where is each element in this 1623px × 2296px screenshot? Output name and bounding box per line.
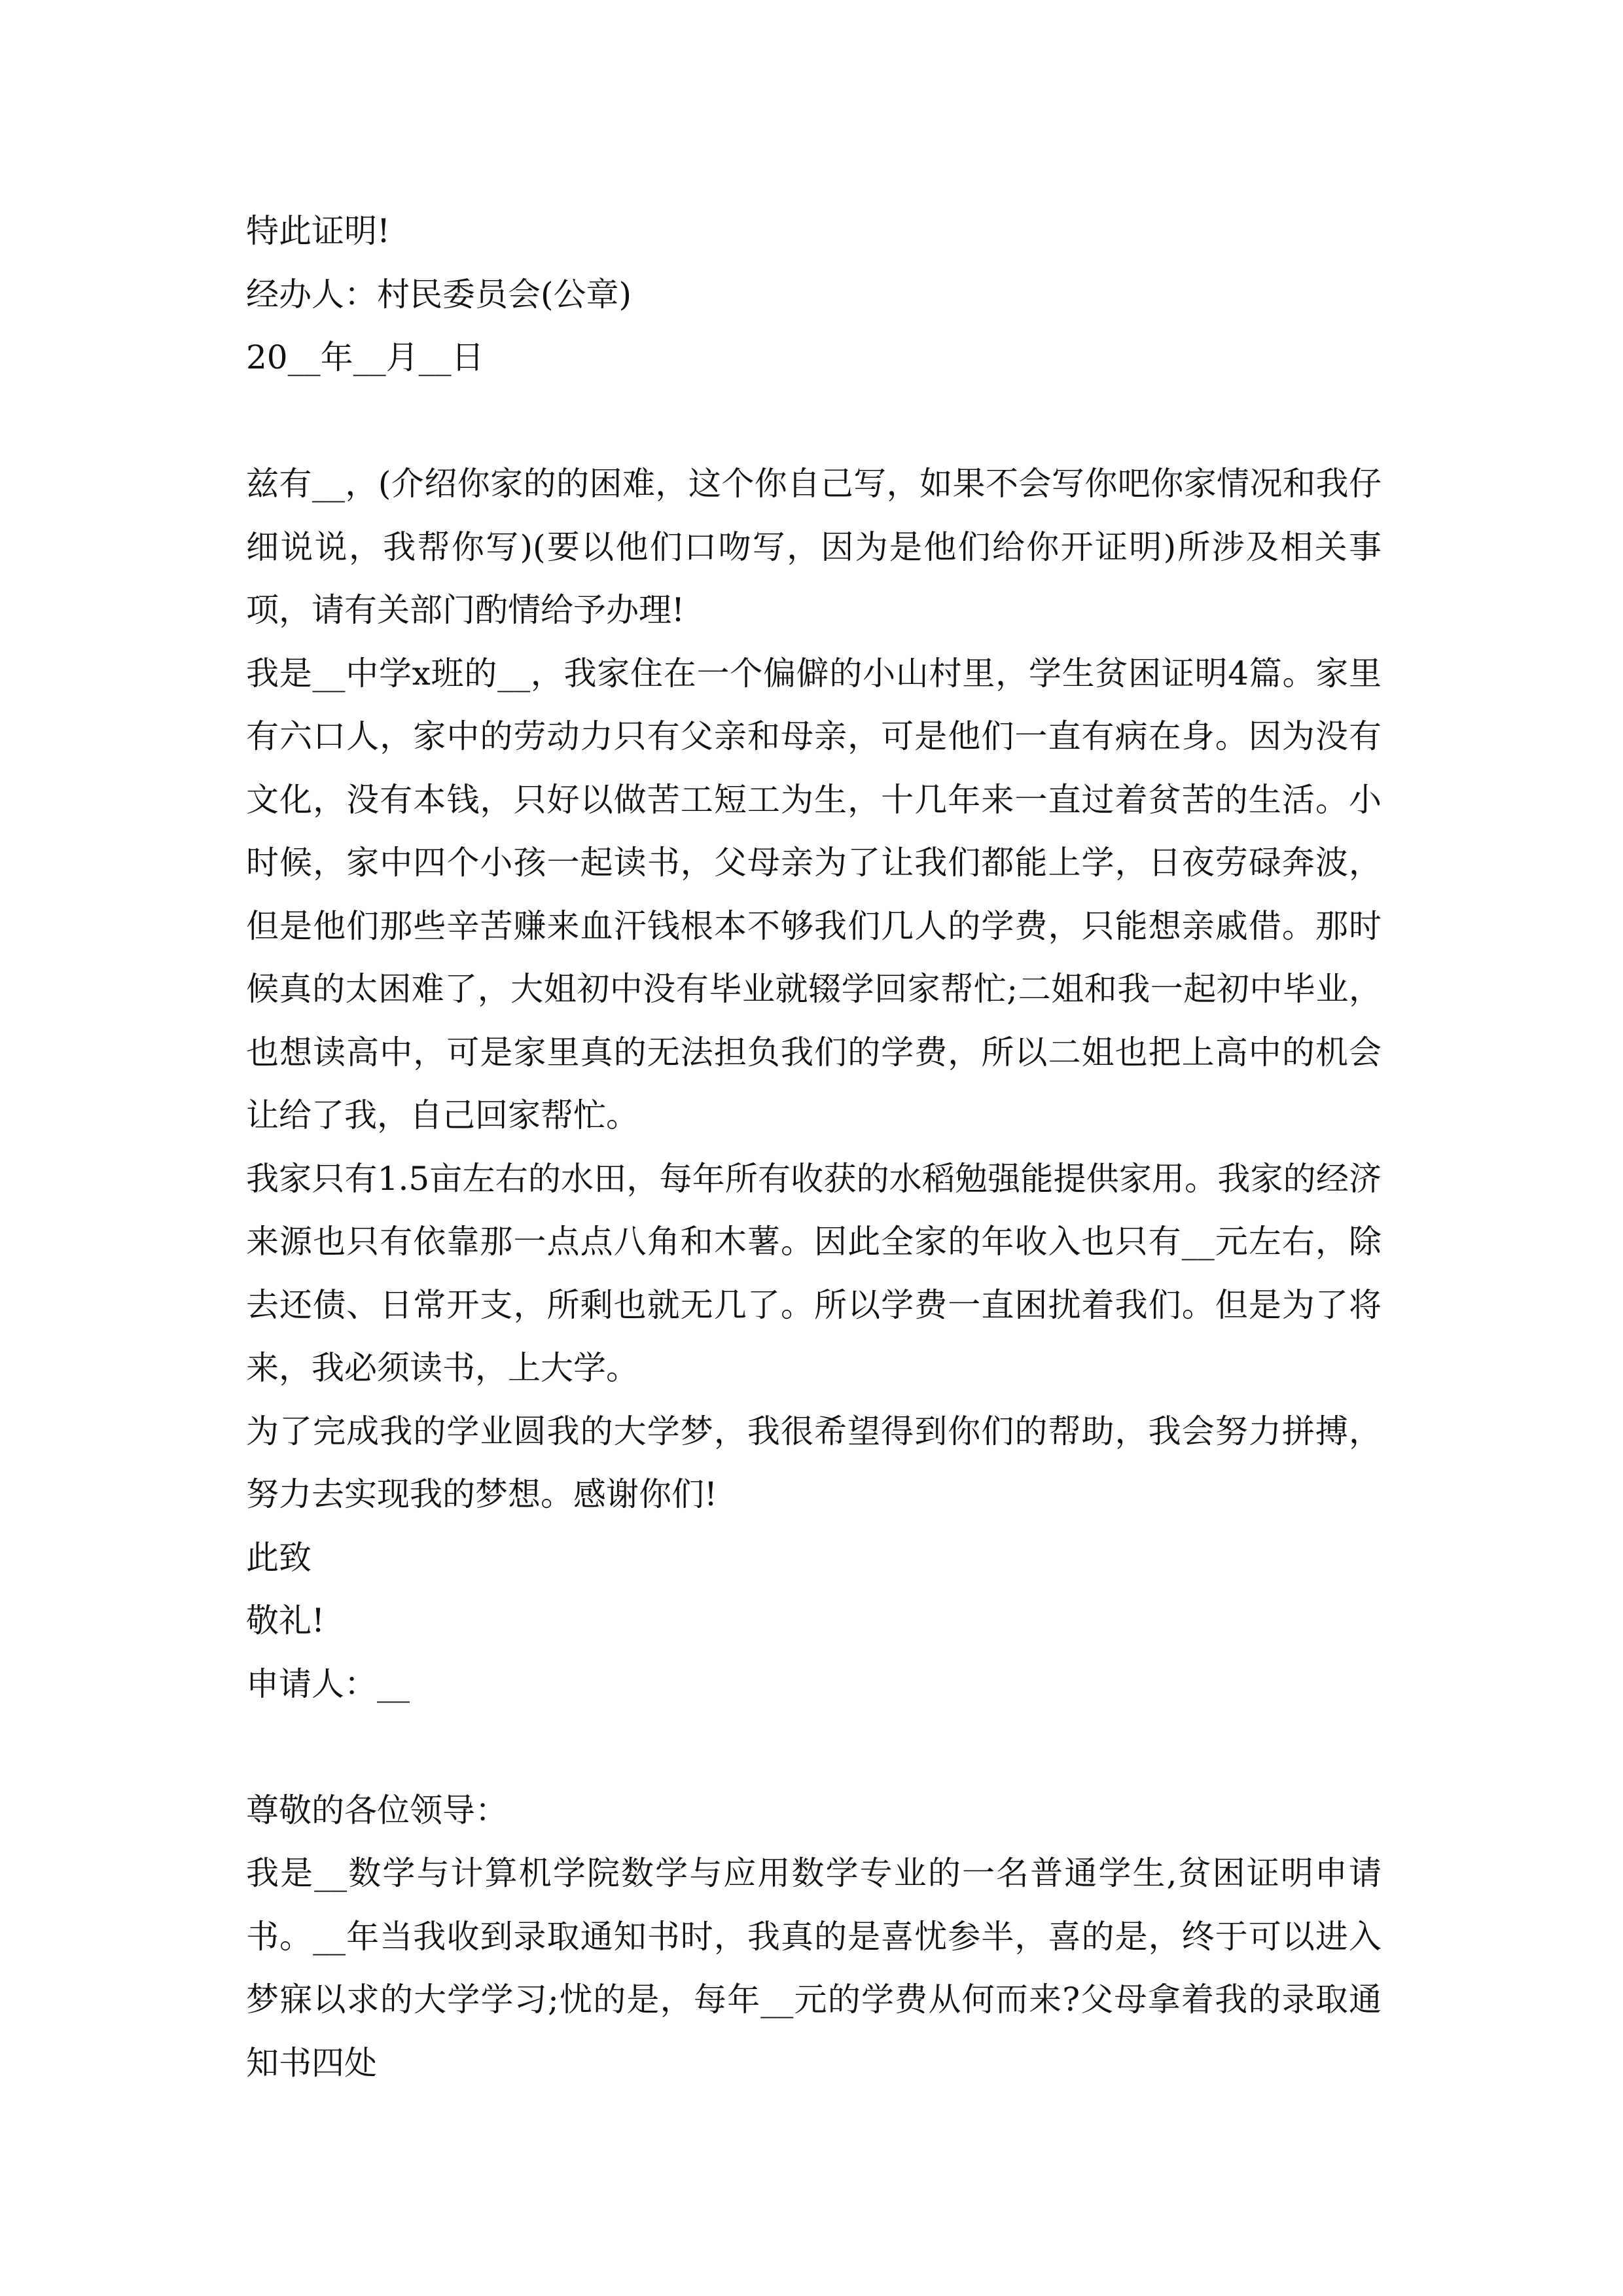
handler-line: 经办人：村民委员会(公章) xyxy=(246,275,632,314)
salutation: 尊敬的各位领导： xyxy=(246,1791,508,1829)
date-line: 20__年__月__日 xyxy=(246,338,484,376)
document-body xyxy=(246,200,1382,2094)
certification-statement: 特此证明! xyxy=(246,212,391,250)
certificate-paragraph: 兹有__，(介绍你家的的困难，这个你自己写，如果不会写你吧你家情况和我仔细说说，我帮你写)(要以他们口吻写，因为是他们给你开证明)所涉及相关事项，请有关部门酌情给予办理! xyxy=(246,465,1382,629)
section-spacer xyxy=(246,1715,1382,1779)
application-paragraph: 我是__数学与计算机学院数学与应用数学专业的一名普通学生,贫困证明申请书。__年当我收到录取通知书时，我真的是喜忧参半，喜的是，终于可以进入梦寐以求的大学学习;忧的是，每年__元的学费从何而来?父母拿着我的录取通知书四处 xyxy=(246,1854,1382,2082)
closing-line-2: 敬礼! xyxy=(246,1602,325,1640)
family-situation-paragraph: 我是__中学x班的__，我家住在一个偏僻的小山村里，学生贫困证明4篇。家里有六口人，家中的劳动力只有父亲和母亲，可是他们一直有病在身。因为没有文化，没有本钱，只好以做苦工短工为生，十几年来一直过着贫苦的生活。小时候，家中四个小孩一起读书，父母亲为了让我们都能上学，日夜劳碌奔波，但是他们那些辛苦赚来血汗钱根本不够我们几人的学费，只能想亲戚借。那时候真的太困难了，大姐初中没有毕业就辍学回家帮忙;二姐和我一起初中毕业，也想读高中，可是家里真的无法担负我们的学费，所以二姐也把上高中的机会让给了我，自己回家帮忙。 xyxy=(246,654,1382,1134)
request-paragraph: 为了完成我的学业圆我的大学梦，我很希望得到你们的帮助，我会努力拼搏，努力去实现我的梦想。感谢你们! xyxy=(246,1412,1382,1513)
closing-line-1: 此致 xyxy=(246,1538,312,1577)
income-paragraph: 我家只有1.5亩左右的水田，每年所有收获的水稻勉强能提供家用。我家的经济来源也只有依靠那一点点八角和木薯。因此全家的年收入也只有__元左右，除去还债、日常开支，所剩也就无几了。所以学费一直困扰着我们。但是为了将来，我必须读书，上大学。 xyxy=(246,1159,1382,1387)
section-spacer xyxy=(246,389,1382,453)
applicant-signature: 申请人：__ xyxy=(246,1664,410,1703)
